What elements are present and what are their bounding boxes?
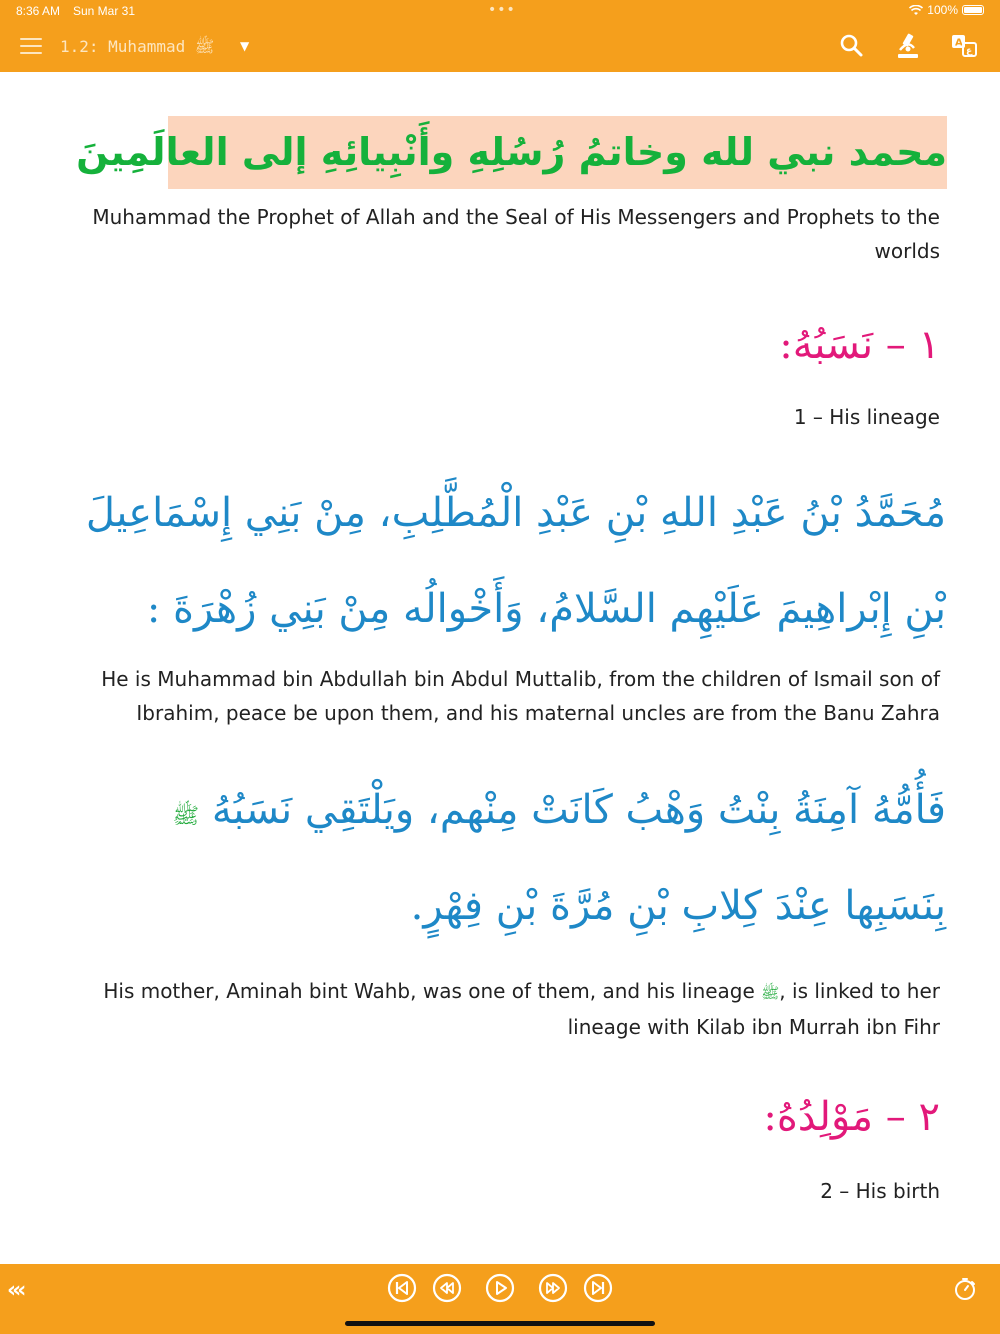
top-toolbar (0, 0, 1000, 72)
arabic-paragraph-line (173, 762, 946, 865)
status-indicators (909, 3, 984, 17)
english-paragraph: He is Muhammad bin Abdullah bin Abdul Muttalib, from the children of Ismail son of Ibrahim, peace be upon them, and his maternal uncles are from the Banu Zahra (101, 667, 940, 725)
svg-text:ع: ع (966, 46, 973, 57)
reader-content[interactable] (0, 72, 1000, 1264)
english-text: , is linked to her lineage with Kilab ibn Murrah ibn Fihr (567, 979, 940, 1039)
chevron-down-icon[interactable]: ▼ (240, 39, 250, 53)
arabic-paragraph-line: بْنِ إِبْراهِيمَ عَلَيْهِم السَّلامُ، وَأَخْوالُه مِنْ بَنِي زُهْرَةَ : (146, 586, 946, 632)
translate-icon[interactable] (950, 32, 978, 60)
menu-icon[interactable] (20, 38, 42, 54)
multitasking-dots-icon[interactable]: ••• (488, 2, 516, 18)
pbuh-ligature-icon: ﷺ (761, 984, 780, 1002)
chapter-heading-english: Muhammad the Prophet of Allah and the Seal of His Messengers and Prophets to the worlds (92, 205, 940, 263)
bottom-toolbar (0, 1264, 1000, 1334)
battery-percent: 100% (927, 3, 958, 17)
section-title-english: 1 – His lineage (793, 405, 940, 429)
status-date: Sun Mar 31 (73, 4, 136, 18)
chapter-heading-arabic: محمد نبي لله وخاتمُ رُسُلِهِ وأَنْبِيائِهِ إلى العالَمِينَ (168, 116, 947, 189)
svg-text:A: A (955, 37, 963, 49)
section-title-english: 2 – His birth (820, 1179, 940, 1203)
arabic-paragraph-line: بِنَسَبِها عِنْدَ كِلابِ بْنِ مُرَّةَ بْنِ فِهْرٍ. (410, 883, 946, 929)
english-text: His mother, Aminah bint Wahb, was one of them, and his lineage (103, 979, 755, 1003)
search-icon[interactable] (838, 32, 866, 60)
arabic-paragraph-line: مُحَمَّدُ بْنُ عَبْدِ اللهِ بْنِ عَبْدِ الْمُطَّلِبِ، مِنْ بَنِي إِسْمَاعِيلَ (85, 490, 946, 536)
chapter-title[interactable]: 1.2: Muhammad ﷺ (60, 37, 215, 56)
microscope-icon[interactable] (894, 32, 922, 60)
wifi-icon (909, 5, 923, 16)
arabic-text: فَأُمُّهُ آمِنَةُ بِنْتُ وَهْبُ كَانَتْ مِنْهم، ويَلْتَقِي نَسَبُهُ (211, 787, 946, 833)
english-paragraph (50, 974, 940, 1044)
play-icon[interactable] (485, 1273, 515, 1303)
section-title-arabic: ١ – نَسَبُهُ: (779, 322, 940, 368)
fast-forward-icon[interactable] (538, 1273, 568, 1303)
skip-start-icon[interactable] (387, 1273, 417, 1303)
rewind-icon[interactable] (432, 1273, 462, 1303)
section-title-arabic: ٢ – مَوْلِدُهُ: (763, 1094, 940, 1140)
pbuh-ligature-icon: ﷺ (172, 804, 200, 829)
status-time: 8:36 AM (16, 4, 61, 18)
home-indicator[interactable] (345, 1321, 655, 1326)
back-chevrons-icon[interactable]: «‹ (7, 1278, 23, 1303)
skip-end-icon[interactable] (583, 1273, 613, 1303)
timer-icon[interactable] (953, 1277, 977, 1301)
battery-icon (962, 5, 984, 15)
